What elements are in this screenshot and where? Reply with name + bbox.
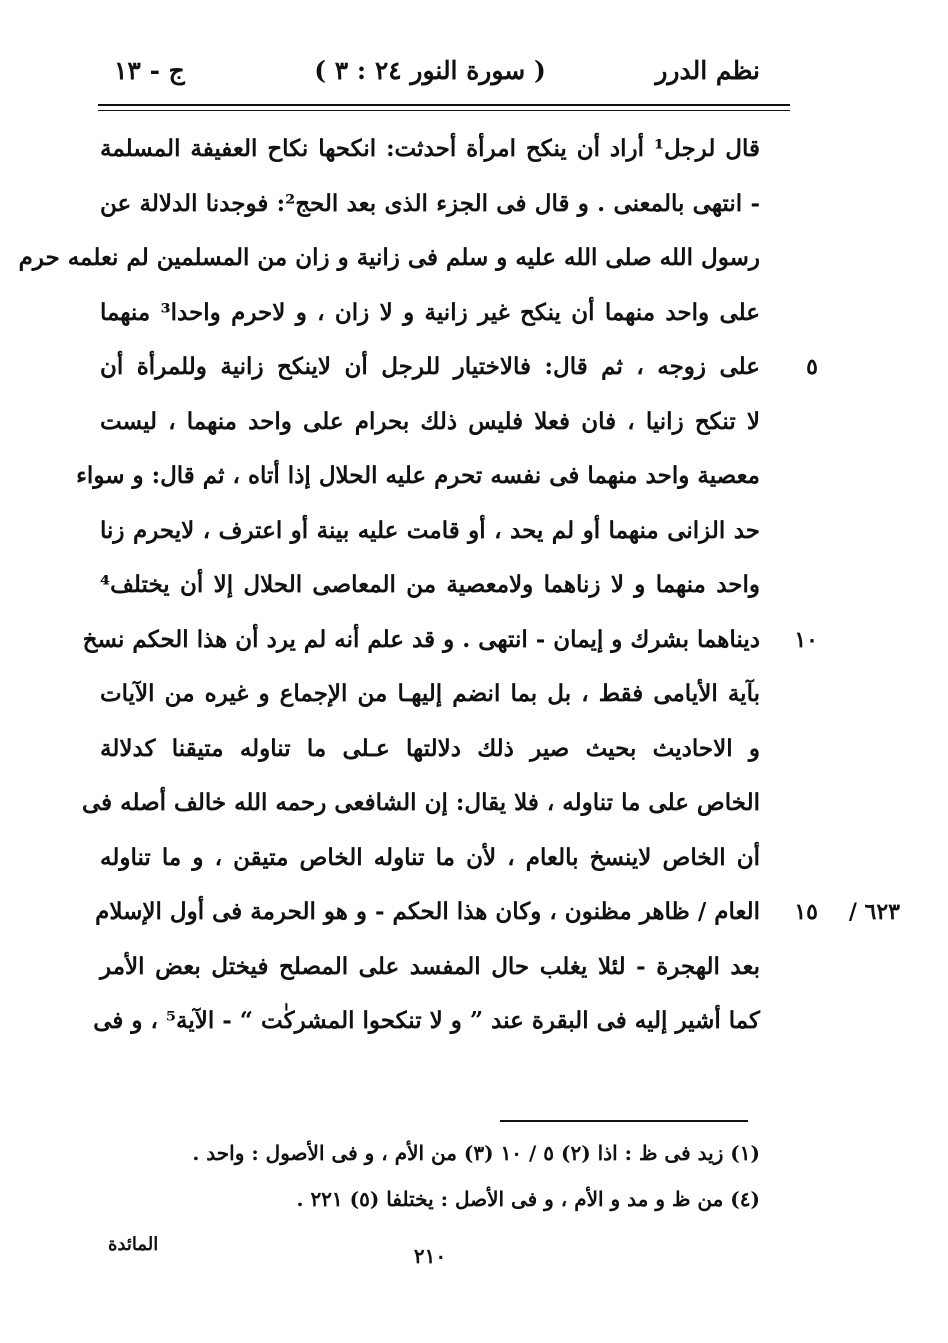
text-line [95, 885, 900, 940]
text-line [100, 831, 760, 886]
text-line [100, 722, 760, 777]
body-text [18, 122, 900, 1049]
text-line [100, 667, 760, 722]
text-line [100, 286, 760, 341]
text-line [100, 558, 760, 613]
text-line [100, 340, 818, 395]
text-line-content: العام / ظاهر مظنون ، وكان هذا الحكم - و هو الحرمة فى أول الإسلام [95, 898, 760, 925]
line-number: ١٥ [794, 899, 818, 925]
text-line-content: ديناهما بشرك و إيمان - انتهى . و قد علم أنه لم يرد أن هذا الحكم نسخ [82, 625, 760, 653]
text-line [93, 994, 760, 1049]
header-rule-thin [98, 110, 790, 111]
footnote: (٤) من ظ و مد و الأم ، و فى الأصل : يختلفا (٥) ٢٢١ . [296, 1187, 760, 1211]
text-line [100, 122, 760, 177]
text-line-content: أن الخاص لاينسخ بالعام ، لأن ما تناوله الخاص متيقن ، و ما تناوله [100, 843, 760, 871]
book-title: نظم الدرر [655, 56, 760, 85]
surah-reference: ( سورة النور ٢٤ : ٣ ) [314, 56, 546, 85]
text-line [81, 776, 760, 831]
text-line [100, 940, 760, 995]
line-number: ٥ [806, 354, 818, 380]
text-line-content: معصية واحد منهما فى نفسه تحرم عليه الحلال إذا أتاه ، ثم قال: و سواء [76, 462, 760, 489]
catchword: المائدة [108, 1234, 159, 1255]
text-line-content: واحد منهما و لا زناهما ولامعصية من المعاصى الحلال إلا أن يختلف⁴ [100, 571, 760, 598]
text-line-content: رسول الله صلى الله عليه و سلم فى زانية و زان من المسلمين لم نعلمه حرم [18, 244, 760, 271]
text-line-content: على زوجه ، ثم قال: فالاختيار للرجل أن لاينكح زانية وللمرأة أن [100, 353, 760, 380]
text-line-content: و الاحاديث بحيث صير ذلك دلالتها عـلى ما تناوله متيقنا كدلالة [100, 734, 760, 762]
page-header [100, 56, 760, 96]
text-line [100, 504, 760, 559]
text-line [100, 395, 760, 450]
text-line-content: - انتهى بالمعنى . و قال فى الجزء الذى بعد الحج²: فوجدنا الدلالة عن [100, 189, 761, 217]
text-line-content: بآية الأيامى فقط ، بل بما انضم إليهـا من الإجماع و غيره من الآيات [100, 680, 760, 707]
text-line-content: لا تنكح زانيا ، فان فعلا فليس ذلك بحرام على واحد منهما ، ليست [100, 407, 760, 435]
page-number: ٢١٠ [413, 1244, 447, 1268]
footnotes [100, 1130, 760, 1222]
text-line [100, 177, 760, 232]
text-line [76, 449, 760, 504]
text-line [82, 613, 818, 668]
text-line-content: الخاص على ما تناوله ، فلا يقال: إن الشافعى رحمه الله خالف أصله فى [81, 789, 760, 816]
footnote-rule [500, 1120, 748, 1122]
volume-reference: ج - ١٣ [114, 56, 185, 85]
text-line-content: بعد الهجرة - لئلا يغلب حال المفسد على المصلح فيختل بعض الأمر [100, 952, 760, 980]
header-rule [98, 104, 790, 106]
text-line-content: حد الزانى منهما أو لم يحد ، أو قامت عليه بينة أو اعترف ، لايحرم زنا [100, 516, 760, 544]
text-line-content: كما أشير إليه فى البقرة عند ” و لا تنكحوا المشركٰت “ - الآية⁵ ، و فى [93, 1007, 760, 1034]
footnote: (١) زيد فى ظ : اذا (٢) ٥ / ١٠ (٣) من الأم ، و فى الأصول : واحد . [192, 1141, 760, 1165]
margin-page-reference: ٦٢٣ / [848, 899, 900, 925]
text-line-content: على واحد منهما أن ينكح غير زانية و لا زان ، و لاحرم واحدا³ منهما [100, 298, 760, 326]
text-line-content: قال لرجل¹ أراد أن ينكح امرأة أحدثت: انكحها نكاح العفيفة المسلمة [100, 135, 760, 162]
text-line [18, 231, 760, 286]
line-number: ١٠ [794, 626, 818, 653]
